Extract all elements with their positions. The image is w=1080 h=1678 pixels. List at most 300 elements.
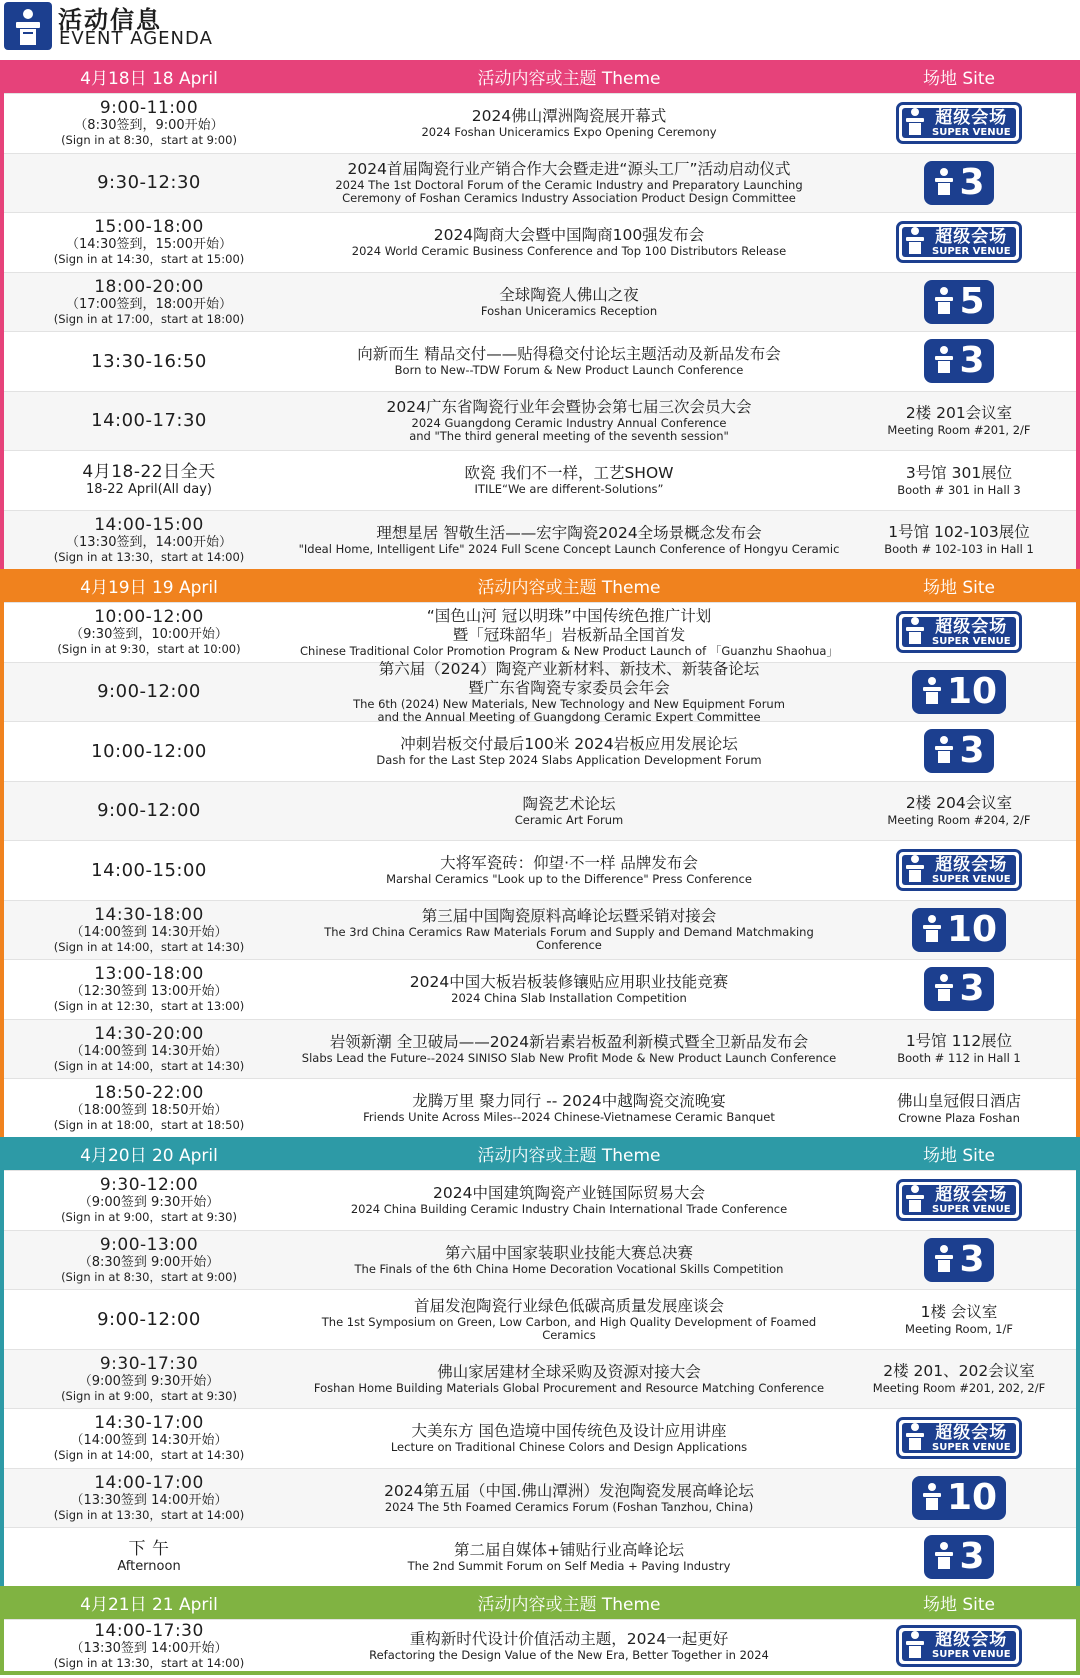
event-title-en: Friends Unite Across Miles--2024 Chinese-Vietnamese Ceramic Banquet — [363, 1110, 775, 1125]
column-site-header: 场地 Site — [922, 1595, 996, 1615]
event-time: 13:00-18:00 — [94, 964, 204, 985]
time-cell — [4, 1025, 294, 1073]
sign-in-note-en: (Sign in at 13:30，start at 14:00) — [53, 549, 245, 564]
site-name-en: Meeting Room #201, 202, 2/F — [872, 1381, 1046, 1396]
event-title-zh: 第二届自媒体+铺贴行业高峰论坛 — [454, 1541, 684, 1560]
event-title-en: Lecture on Traditional Chinese Colors and Design Applications — [390, 1440, 748, 1455]
event-title-en: The 3rd China Ceramics Raw Materials Forum and Supply and Demand Matchmaking Conference — [324, 925, 814, 953]
site-name-zh: 1楼 会议室 — [920, 1302, 998, 1321]
site-name-zh: 佛山皇冠假日酒店 — [896, 1091, 1021, 1110]
column-theme-header: 活动内容或主题 Theme — [477, 1595, 661, 1615]
site-cell — [844, 849, 1074, 891]
event-time: 9:00-11:00 — [99, 98, 199, 119]
podium-icon — [902, 615, 928, 649]
theme-cell — [294, 524, 844, 556]
hall-badge — [912, 670, 1006, 714]
super-venue-label — [932, 618, 1011, 647]
podium-icon — [919, 675, 945, 709]
day-section — [0, 1137, 1080, 1591]
event-time: 14:00-15:00 — [91, 859, 207, 881]
event-title-zh: 2024首届陶瓷行业产销合作大会暨走进“源头工厂”活动启动仪式 — [347, 160, 791, 179]
event-time: 15:00-18:00 — [94, 217, 204, 238]
event-title-zh: 大美东方 国色造境中国传统色及设计应用讲座 — [411, 1422, 727, 1441]
day-date: 4月20日 20 April — [80, 1146, 218, 1166]
theme-cell — [294, 1630, 844, 1662]
event-title-zh: 第六届（2024）陶瓷产业新材料、新技术、新装备论坛 — [378, 659, 760, 678]
sign-in-note-en: (Sign in at 8:30，start at 9:00) — [61, 133, 237, 148]
event-title-zh: 2024陶商大会暨中国陶商100强发布会 — [433, 226, 705, 245]
super-venue-zh: 超级会场 — [935, 1630, 1008, 1650]
time-cell — [4, 742, 294, 761]
podium-icon — [919, 1481, 945, 1515]
time-cell — [4, 1176, 294, 1224]
event-time: 10:00-12:00 — [94, 607, 204, 628]
event-title-en: Marshal Ceramics "Look up to the Difference" Press Conference — [386, 872, 752, 887]
column-theme-header: 活动内容或主题 Theme — [477, 69, 661, 89]
time-cell — [4, 1414, 294, 1462]
theme-cell — [294, 660, 844, 724]
agenda-row — [4, 510, 1076, 570]
super-venue-zh: 超级会场 — [935, 1184, 1008, 1205]
site-cell — [844, 1361, 1074, 1396]
podium-icon — [931, 734, 957, 768]
podium-icon — [931, 972, 957, 1006]
event-title-en: ITILE“We are different-Solutions” — [474, 482, 664, 497]
page-header — [0, 0, 1080, 60]
event-time: 14:30-20:00 — [94, 1023, 204, 1044]
site-name-zh: 2楼 204会议室 — [905, 794, 1013, 813]
time-cell — [4, 906, 294, 954]
agenda-row — [4, 959, 1076, 1019]
theme-cell — [294, 973, 844, 1005]
sign-in-note-zh: （14:00签到 14:30开始） — [70, 1433, 228, 1449]
site-cell — [844, 1238, 1074, 1282]
theme-cell — [294, 907, 844, 952]
event-title-zh: 2024第五届（中国.佛山潭洲）发泡陶瓷发展高峰论坛 — [384, 1481, 754, 1500]
event-time: 14:00-17:00 — [94, 1472, 204, 1493]
hall-number: 10 — [946, 670, 998, 712]
site-cell — [844, 1302, 1074, 1337]
hall-number: 3 — [959, 161, 985, 203]
time-cell — [4, 861, 294, 880]
super-venue-label — [932, 109, 1011, 138]
podium-icon — [902, 853, 928, 887]
sign-in-note-zh: （14:00签到 14:30开始） — [70, 1043, 228, 1059]
day-section — [0, 60, 1080, 573]
site-cell — [844, 1031, 1074, 1066]
site-name-en: Meeting Room #204, 2/F — [887, 813, 1031, 828]
header-title-zh: 活动信息 — [58, 6, 162, 34]
site-cell — [844, 611, 1074, 653]
agenda-row — [4, 272, 1076, 332]
event-title-zh-line2: 暨「冠珠韶华」岩板新品全国首发 — [452, 625, 686, 644]
site-cell — [844, 161, 1074, 205]
super-venue-zh: 超级会场 — [935, 107, 1008, 128]
theme-cell — [294, 286, 844, 318]
podium-icon — [902, 1183, 928, 1217]
sign-in-note-zh: （9:00签到 9:30开始） — [78, 1195, 220, 1211]
event-title-en: "Ideal Home, Intelligent Life" 2024 Full Scene Concept Launch Conference of Hongyu Ceramic — [298, 541, 840, 556]
event-title-en: Foshan Home Building Materials Global Procurement and Resource Matching Conference — [313, 1380, 825, 1395]
podium-icon — [902, 1629, 928, 1663]
hall-badge — [924, 1238, 993, 1282]
time-cell — [4, 1474, 294, 1522]
agenda-row — [4, 1289, 1076, 1349]
event-title-zh: 佛山家居建材全球采购及资源对接大会 — [437, 1362, 701, 1381]
column-site-header: 场地 Site — [922, 1146, 996, 1166]
site-cell — [844, 339, 1074, 383]
site-cell — [844, 1091, 1074, 1126]
hall-badge — [924, 729, 993, 773]
sign-in-note-en: (Sign in at 8:30，start at 9:00) — [61, 1269, 237, 1284]
hall-number: 10 — [946, 908, 998, 950]
site-cell — [844, 967, 1074, 1011]
site-cell — [844, 221, 1074, 263]
event-title-zh: 首届发泡陶瓷行业绿色低碳高质量发展座谈会 — [413, 1296, 724, 1315]
event-title-zh: 岩领新潮 全卫破局——2024新岩素岩板盈利新模式暨全卫新品发布会 — [329, 1032, 809, 1051]
theme-cell — [294, 607, 844, 658]
day-section — [0, 1586, 1080, 1675]
day-header — [4, 1586, 1076, 1619]
event-title-zh: 冲刺岩板交付最后100米 2024岩板应用发展论坛 — [400, 735, 738, 754]
site-cell — [844, 908, 1074, 952]
event-title-en: 2024 China Building Ceramic Industry Chain International Trade Conference — [350, 1202, 788, 1217]
event-title-zh: 2024中国建筑陶瓷产业链国际贸易大会 — [433, 1184, 705, 1203]
super-venue-zh: 超级会场 — [935, 1422, 1008, 1443]
site-name-en: Meeting Room, 1/F — [905, 1321, 1013, 1336]
agenda-row — [4, 1349, 1076, 1409]
time-cell — [4, 173, 294, 192]
agenda-row — [4, 659, 1076, 724]
site-name-en: Meeting Room #201, 2/F — [887, 423, 1031, 438]
event-title-zh: 龙腾万里 聚力同行 -- 2024中越陶瓷交流晚宴 — [412, 1092, 726, 1111]
agenda-row — [4, 721, 1076, 781]
sign-in-note-zh: （8:30签到 9:00开始） — [78, 1254, 220, 1270]
event-time: 14:00-17:30 — [91, 410, 207, 432]
sign-in-note-zh: （8:30签到，9:00开始） — [74, 118, 224, 134]
event-time: 14:30-18:00 — [94, 904, 204, 925]
theme-cell — [294, 398, 844, 443]
super-venue-badge — [896, 1417, 1022, 1459]
event-time: 9:30-17:30 — [99, 1353, 199, 1374]
site-cell — [844, 463, 1074, 498]
event-title-zh: 第三届中国陶瓷原料高峰论坛暨采销对接会 — [421, 907, 717, 926]
hall-number: 3 — [959, 730, 985, 772]
agenda-row — [4, 1019, 1076, 1079]
super-venue-badge — [896, 1625, 1022, 1667]
time-cell — [4, 682, 294, 701]
super-venue-badge — [896, 102, 1022, 144]
agenda-row — [4, 781, 1076, 841]
agenda-row — [4, 450, 1076, 510]
agenda-row — [4, 602, 1076, 662]
sign-in-note-zh: （9:00签到 9:30开始） — [78, 1373, 220, 1389]
super-venue-label — [932, 228, 1011, 257]
theme-cell — [294, 795, 844, 827]
hall-number: 3 — [959, 968, 985, 1010]
agenda-row — [4, 900, 1076, 960]
agenda-row — [4, 1230, 1076, 1290]
super-venue-en: SUPER VENUE — [932, 245, 1011, 257]
super-venue-badge — [896, 611, 1022, 653]
event-time: 10:00-12:00 — [91, 740, 207, 762]
column-site-header: 场地 Site — [922, 69, 996, 89]
theme-cell — [294, 107, 844, 139]
sign-in-note-en: (Sign in at 13:30，start at 14:00) — [53, 1507, 245, 1522]
agenda-row — [4, 1468, 1076, 1528]
site-cell — [844, 280, 1074, 324]
theme-cell — [294, 1184, 844, 1216]
hall-badge — [924, 161, 993, 205]
podium-icon — [902, 1421, 928, 1455]
site-cell — [844, 102, 1074, 144]
event-time: 13:30-16:50 — [91, 350, 207, 372]
site-cell — [844, 1625, 1074, 1667]
super-venue-en: SUPER VENUE — [932, 1441, 1011, 1453]
podium-icon — [902, 106, 928, 140]
theme-cell — [294, 1244, 844, 1276]
theme-cell — [294, 345, 844, 377]
podium-icon — [931, 1540, 957, 1574]
time-cell — [4, 1236, 294, 1284]
super-venue-badge — [896, 221, 1022, 263]
event-title-en: 2024 The 5th Foamed Ceramics Forum (Foshan Tanzhou, China) — [384, 1499, 754, 1514]
sign-in-note-en: (Sign in at 14:00，start at 14:30) — [53, 939, 245, 954]
agenda-row — [4, 331, 1076, 391]
podium-icon — [931, 285, 957, 319]
theme-cell — [294, 1033, 844, 1065]
time-cell — [4, 463, 294, 497]
time-cell — [4, 1084, 294, 1132]
event-title-en-line2: and "The third general meeting of the seventh session" — [409, 429, 729, 444]
column-theme-header: 活动内容或主题 Theme — [477, 1146, 661, 1166]
event-title-zh: 陶瓷艺术论坛 — [522, 794, 616, 813]
event-title-zh: 2024广东省陶瓷行业年会暨协会第七届三次会员大会 — [386, 398, 752, 417]
site-name-zh: 2楼 201、202会议室 — [883, 1362, 1035, 1381]
site-cell — [844, 1535, 1074, 1579]
time-cell — [4, 1355, 294, 1403]
day-header — [4, 1137, 1076, 1170]
event-time: 9:30-12:30 — [97, 172, 201, 194]
time-cell — [4, 965, 294, 1013]
sign-in-note-zh: （14:30签到，15:00开始） — [66, 237, 232, 253]
hall-badge — [912, 1476, 1006, 1520]
hall-badge — [924, 280, 993, 324]
podium-icon — [919, 913, 945, 947]
site-cell — [844, 793, 1074, 828]
podium-icon — [902, 225, 928, 259]
time-cell — [4, 99, 294, 147]
day-date: 4月21日 21 April — [80, 1595, 218, 1615]
event-time: 下 午 — [128, 1539, 170, 1560]
super-venue-badge-inner — [902, 1423, 1016, 1453]
sign-in-note-zh: （13:30签到，14:00开始） — [66, 534, 232, 550]
site-name-en: Booth # 112 in Hall 1 — [897, 1051, 1021, 1066]
event-title-en-line2: Ceremony of Foshan Ceramics Industry Association Product Design Committee — [342, 191, 796, 206]
hall-number: 10 — [946, 1476, 998, 1518]
event-time: 14:00-15:00 — [94, 514, 204, 535]
super-venue-zh: 超级会场 — [935, 226, 1008, 247]
event-time: 14:30-17:00 — [94, 1413, 204, 1434]
agenda-row — [4, 153, 1076, 213]
podium-icon — [931, 166, 957, 200]
sign-in-note-zh: Afternoon — [117, 1559, 181, 1575]
site-cell — [844, 729, 1074, 773]
sign-in-note-zh: （17:00签到，18:00开始） — [66, 296, 232, 312]
super-venue-en: SUPER VENUE — [932, 635, 1011, 647]
theme-cell — [294, 1482, 844, 1514]
time-cell — [4, 608, 294, 656]
theme-cell — [294, 1422, 844, 1454]
time-cell — [4, 352, 294, 371]
super-venue-zh: 超级会场 — [935, 854, 1008, 875]
sign-in-note-zh: （12:30签到 13:00开始） — [70, 984, 228, 1000]
agenda-row — [4, 840, 1076, 900]
sign-in-note-en: (Sign in at 14:30，start at 15:00) — [53, 252, 245, 267]
event-title-en: The 2nd Summit Forum on Self Media + Paving Industry — [407, 1559, 731, 1574]
column-site-header: 场地 Site — [922, 578, 996, 598]
site-name-zh: 1号馆 102-103展位 — [888, 523, 1030, 542]
time-cell — [4, 218, 294, 266]
super-venue-badge — [896, 1179, 1022, 1221]
super-venue-zh: 超级会场 — [935, 616, 1008, 637]
super-venue-en: SUPER VENUE — [932, 873, 1011, 885]
event-title-zh: 理想星居 智敬生活——宏宇陶瓷2024全场景概念发布会 — [376, 523, 762, 542]
sign-in-note-zh: （14:00签到 14:30开始） — [70, 924, 228, 940]
super-venue-en: SUPER VENUE — [932, 1649, 1011, 1660]
event-title-en: Refactoring the Design Value of the New Era, Better Together in 2024 — [369, 1647, 769, 1662]
event-time: 9:00-12:00 — [97, 800, 201, 822]
event-title-en: Chinese Traditional Color Promotion Program & New Product Launch of 「Guanzhu Shaohua」 — [300, 643, 838, 658]
event-title-en-line2: and the Annual Meeting of Guangdong Ceramic Expert Committee — [377, 709, 761, 724]
agenda-row — [4, 1170, 1076, 1230]
super-venue-badge-inner — [902, 1631, 1016, 1661]
event-title-en: 2024 The 1st Doctoral Forum of the Ceramic Industry and Preparatory Launching — [335, 178, 803, 193]
agenda-row — [4, 1408, 1076, 1468]
agenda-row — [4, 1078, 1076, 1138]
event-title-en: The Finals of the 6th China Home Decoration Vocational Skills Competition — [354, 1261, 784, 1276]
sign-in-note-en: (Sign in at 17:00，start at 18:00) — [53, 311, 245, 326]
event-title-zh: 2024佛山潭洲陶瓷展开幕式 — [471, 107, 667, 126]
site-cell — [844, 1417, 1074, 1459]
agenda-row — [4, 212, 1076, 272]
agenda-row — [4, 391, 1076, 451]
hall-number: 3 — [959, 1238, 985, 1280]
day-header — [4, 569, 1076, 602]
super-venue-en: SUPER VENUE — [932, 126, 1011, 138]
super-venue-badge-inner — [902, 227, 1016, 257]
sign-in-note-en: (Sign in at 14:00，start at 14:30) — [53, 1058, 245, 1073]
event-time: 9:00-13:00 — [99, 1234, 199, 1255]
event-title-zh: 向新而生 精品交付——贴得稳交付论坛主题活动及新品发布会 — [357, 345, 781, 364]
theme-cell — [294, 735, 844, 767]
agenda-row — [4, 1619, 1076, 1671]
site-name-en: Crowne Plaza Foshan — [898, 1110, 1020, 1125]
site-cell — [844, 670, 1074, 714]
theme-cell — [294, 1363, 844, 1395]
day-header — [4, 60, 1076, 93]
podium-logo-icon — [4, 2, 52, 50]
event-title-zh-line2: 暨广东省陶瓷专家委员会年会 — [468, 678, 670, 697]
column-theme-header: 活动内容或主题 Theme — [477, 578, 661, 598]
sign-in-note-en: (Sign in at 9:00，start at 9:30) — [61, 1388, 237, 1403]
sign-in-note-en: (Sign in at 12:30，start at 13:00) — [53, 999, 245, 1014]
event-title-zh: 2024中国大板岩板装修镶贴应用职业技能竞赛 — [409, 973, 729, 992]
theme-cell — [294, 854, 844, 886]
event-time: 14:00-17:30 — [94, 1620, 204, 1641]
sign-in-note-zh: 18-22 April(All day) — [86, 482, 212, 498]
time-cell — [4, 1622, 294, 1670]
sign-in-note-en: (Sign in at 14:00，start at 14:30) — [53, 1448, 245, 1463]
sign-in-note-zh: （13:30签到 14:00开始） — [70, 1492, 228, 1508]
event-title-en: Foshan Uniceramics Reception — [480, 303, 658, 318]
event-title-zh: “国色山河 冠以明珠”中国传统色推广计划 — [426, 606, 712, 625]
site-name-zh: 1号馆 112展位 — [905, 1032, 1013, 1051]
sign-in-note-zh: （13:30签到 14:00开始） — [70, 1640, 228, 1656]
time-cell — [4, 801, 294, 820]
time-cell — [4, 1310, 294, 1329]
event-title-zh: 第六届中国家装职业技能大赛总决赛 — [444, 1243, 693, 1262]
event-title-en: Dash for the Last Step 2024 Slabs Application Development Forum — [376, 753, 762, 768]
hall-number: 3 — [959, 1536, 985, 1578]
hall-number: 3 — [959, 340, 985, 382]
theme-cell — [294, 1541, 844, 1573]
site-name-en: Booth # 102-103 in Hall 1 — [884, 542, 1034, 557]
super-venue-label — [932, 1631, 1011, 1660]
super-venue-badge-inner — [902, 1185, 1016, 1215]
day-date: 4月19日 19 April — [80, 578, 218, 598]
super-venue-badge — [896, 849, 1022, 891]
event-title-en: The 6th (2024) New Materials, New Technology and New Equipment Forum — [353, 696, 785, 711]
site-cell — [844, 403, 1074, 438]
sign-in-note-zh: （9:30签到，10:00开始） — [70, 627, 228, 643]
super-venue-label — [932, 1186, 1011, 1215]
header-title-en: EVENT AGENDA — [59, 28, 213, 49]
podium-icon — [931, 1243, 957, 1277]
event-title-zh: 重构新时代设计价值活动主题，2024一起更好 — [409, 1629, 729, 1648]
sign-in-note-en: (Sign in at 9:00，start at 9:30) — [61, 1210, 237, 1225]
hall-badge — [924, 967, 993, 1011]
theme-cell — [294, 160, 844, 205]
sign-in-note-zh: （18:00签到 18:50开始） — [70, 1103, 228, 1119]
event-time: 9:00-12:00 — [97, 681, 201, 703]
sign-in-note-en: (Sign in at 9:30，start at 10:00) — [57, 642, 241, 657]
day-section — [0, 569, 1080, 1142]
super-venue-label — [932, 856, 1011, 885]
super-venue-en: SUPER VENUE — [932, 1203, 1011, 1215]
site-name-zh: 3号馆 301展位 — [905, 463, 1013, 482]
theme-cell — [294, 1092, 844, 1124]
sign-in-note-en: (Sign in at 18:00，start at 18:50) — [53, 1118, 245, 1133]
time-cell — [4, 516, 294, 564]
event-title-en: Slabs Lead the Future--2024 SINISO Slab New Profit Mode & New Product Launch Conference — [301, 1050, 837, 1065]
theme-cell — [294, 464, 844, 496]
event-title-zh: 欧瓷 我们不一样，工艺SHOW — [464, 464, 674, 483]
event-title-en: Born to New--TDW Forum & New Product Launch Conference — [394, 363, 744, 378]
event-title-en: 2024 Guangdong Ceramic Industry Annual Conference — [411, 416, 727, 431]
time-cell — [4, 278, 294, 326]
theme-cell — [294, 1297, 844, 1342]
site-cell — [844, 1476, 1074, 1520]
event-title-en: 2024 China Slab Installation Competition — [451, 991, 687, 1006]
hall-badge — [924, 1535, 993, 1579]
super-venue-badge-inner — [902, 617, 1016, 647]
super-venue-badge-inner — [902, 108, 1016, 138]
event-time: 18:00-20:00 — [94, 276, 204, 297]
event-title-en: 2024 World Ceramic Business Conference and Top 100 Distributors Release — [351, 244, 787, 259]
podium-icon — [931, 344, 957, 378]
super-venue-label — [932, 1424, 1011, 1453]
